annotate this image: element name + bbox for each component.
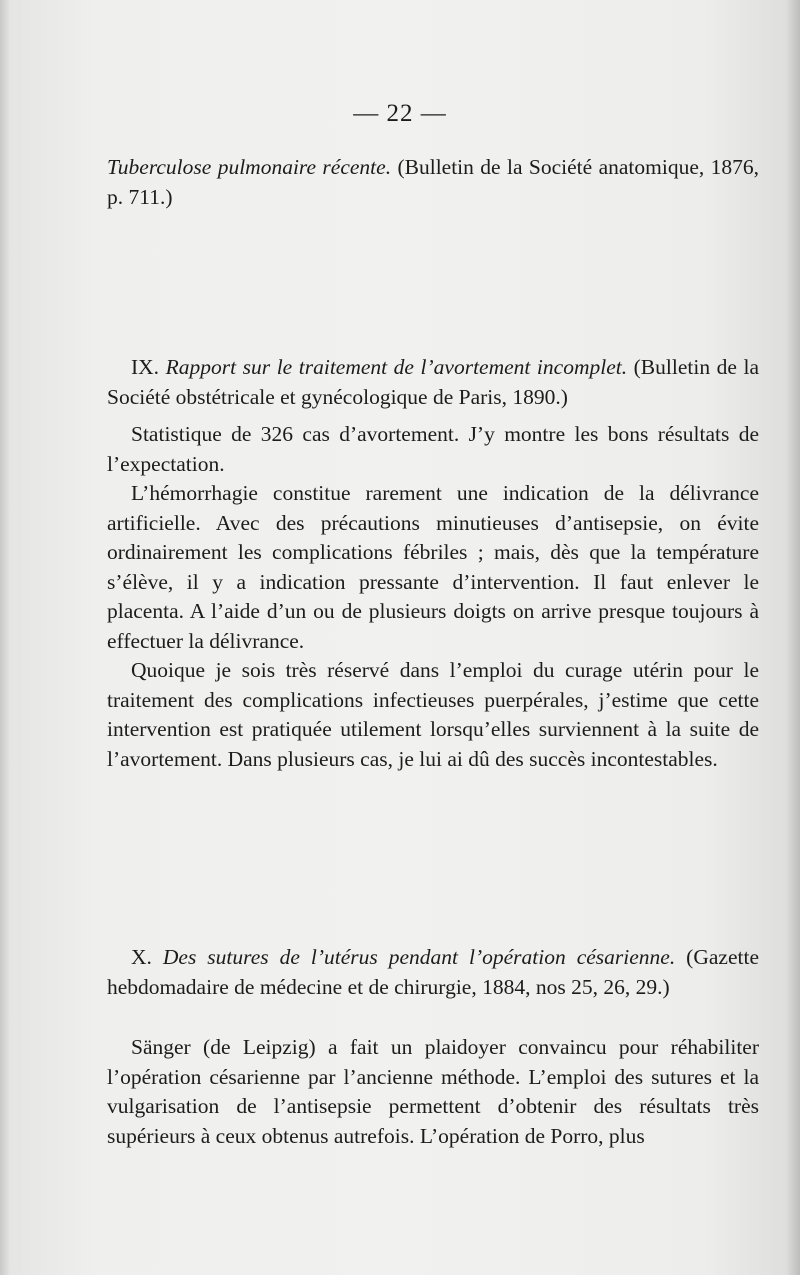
section-heading (107, 353, 759, 412)
section-title: Des sutures de l’utérus pendant l’opération césarienne. (162, 945, 676, 969)
reference-tuberculose (107, 153, 759, 212)
paragraph: L’hémorrhagie constitue rarement une indication de la délivrance artificielle. Avec des précautions minutieuses d’antisepsie, on évite ordinairement les complications fébriles ; mais, dès que la température s’élève, il y a indication pressante d’intervention. Il faut enlever le placenta. A l’aide d’un ou de plusieurs doigts on arrive presque toujours à effectuer la délivrance. (107, 481, 759, 653)
section-source: (Gazette hebdomadaire de médecine et de chirurgie, 1884, nos 25, 26, 29.) (107, 945, 759, 999)
reference-title: Tuberculose pulmonaire récente. (107, 155, 392, 179)
paragraph: Quoique je sois très réservé dans l’emploi du curage utérin pour le traitement des complications infectieuses puerpérales, j’estime que cette intervention est pratiquée utilement lorsqu’elles surviennent à la suite de l’avortement. Dans plusieurs cas, je lui ai dû des succès incontestables. (107, 658, 759, 771)
section-source: (Bulletin de la Société obstétricale et gynécologique de Paris, 1890.) (107, 355, 759, 409)
section-heading (107, 943, 759, 1002)
section-number: X. (131, 945, 163, 969)
section-ix (107, 353, 759, 774)
section-title: Rapport sur le traitement de l’avortement incomplet. (165, 355, 628, 379)
section-x-body (107, 1033, 759, 1151)
paragraph: Statistique de 326 cas d’avortement. J’y montre les bons résultats de l’expectation. (107, 422, 759, 476)
reference-source: (Bulletin de la Société anatomique, 1876, p. 711.) (107, 155, 760, 209)
paragraph: Sänger (de Leipzig) a fait un plaidoyer convaincu pour réhabiliter l’opération césarienne par l’ancienne méthode. L’emploi des sutures et la vulgarisation de l’antisepsie permettent d’obtenir des résultats très supérieurs à ceux obtenus autrefois. L’opération de Porro, plus (107, 1035, 759, 1148)
page-number: — 22 — (353, 100, 447, 127)
section-x (107, 943, 759, 1002)
section-number: IX. (131, 355, 166, 379)
